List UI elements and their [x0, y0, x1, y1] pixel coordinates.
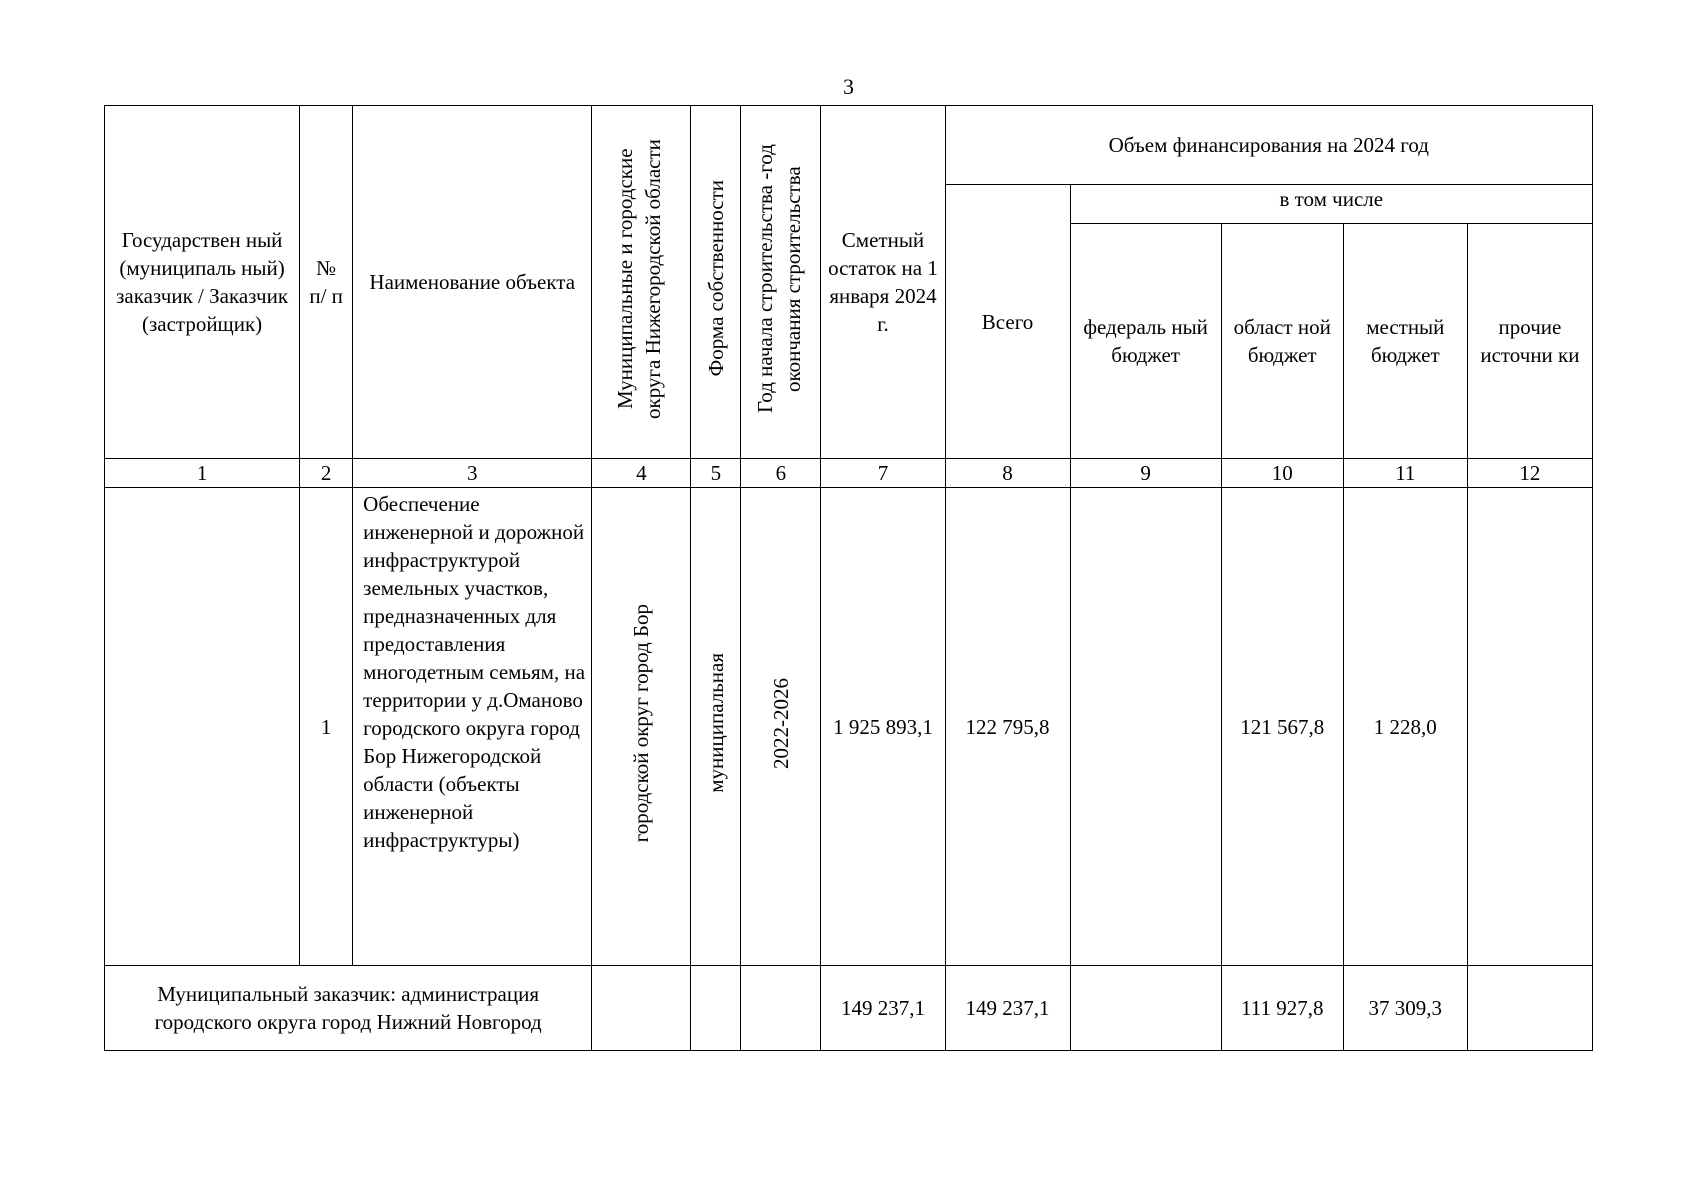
column-number: 12: [1467, 459, 1592, 488]
summary-row: [105, 966, 1593, 1051]
header-local: местный бюджет: [1343, 224, 1467, 459]
header-including: в том числе: [1070, 185, 1592, 224]
row-ownership-text: муниципальная: [703, 653, 728, 793]
header-ownership-text: Форма собственности: [703, 180, 728, 377]
row-number: 1: [300, 488, 353, 966]
row-federal: [1070, 488, 1221, 966]
summary-estimate: 149 237,1: [821, 966, 945, 1051]
header-estimate: Сметный остаток на 1 января 2024 г.: [821, 106, 945, 459]
column-number: 1: [105, 459, 300, 488]
summary-ownership: [691, 966, 741, 1051]
column-number: 8: [945, 459, 1070, 488]
header-financing: Объем финансирования на 2024 год: [945, 106, 1592, 185]
column-number: 10: [1221, 459, 1343, 488]
row-local: 1 228,0: [1343, 488, 1467, 966]
summary-local: 37 309,3: [1343, 966, 1467, 1051]
column-number: 9: [1070, 459, 1221, 488]
column-number: 6: [741, 459, 821, 488]
table-row: [105, 488, 1593, 966]
row-object-name: Обеспечение инженерной и дорожной инфраструктурой земельных участков, предназначенных для предоставления многодетным семьям, на территории у д.Оманово городского округа город Бор Нижегородской области (объекты инженерной инфраструктуры): [353, 488, 592, 966]
row-total: 122 795,8: [945, 488, 1070, 966]
header-municipality-text: Муниципальные и городские округа Нижегородской области: [613, 138, 666, 419]
header-row-1: [105, 106, 1593, 185]
row-customer: [105, 488, 300, 966]
summary-regional: 111 927,8: [1221, 966, 1343, 1051]
row-municipality-text: городской округ город Бор: [629, 603, 654, 843]
summary-other: [1467, 966, 1592, 1051]
row-years: [741, 488, 821, 966]
header-number: № п/ п: [300, 106, 353, 459]
header-ownership: [691, 106, 741, 459]
header-years-text: Год начала строительства -год окончания строительства: [752, 144, 805, 413]
summary-total: 149 237,1: [945, 966, 1070, 1051]
row-regional: 121 567,8: [1221, 488, 1343, 966]
row-estimate: 1 925 893,1: [821, 488, 945, 966]
header-customer: Государствен ный (муниципаль ный) заказчик / Заказчик (застройщик): [105, 106, 300, 459]
header-municipality: [592, 106, 691, 459]
column-number: 3: [353, 459, 592, 488]
header-object-name: Наименование объекта: [353, 106, 592, 459]
page-number: 3: [843, 74, 854, 99]
row-other: [1467, 488, 1592, 966]
financing-table: [104, 105, 1593, 1051]
header-regional: област ной бюджет: [1221, 224, 1343, 459]
column-number: 2: [300, 459, 353, 488]
column-number: 11: [1343, 459, 1467, 488]
row-years-text: 2022-2026: [768, 677, 793, 769]
summary-municipality: [592, 966, 691, 1051]
header-other: прочие источни ки: [1467, 224, 1592, 459]
column-number-row: [105, 459, 1593, 488]
column-number: 4: [592, 459, 691, 488]
column-number: 5: [691, 459, 741, 488]
row-ownership: [691, 488, 741, 966]
header-federal: федераль ный бюджет: [1070, 224, 1221, 459]
summary-years: [741, 966, 821, 1051]
header-total: Всего: [945, 185, 1070, 459]
summary-federal: [1070, 966, 1221, 1051]
column-number: 7: [821, 459, 945, 488]
summary-label: Муниципальный заказчик: администрация городского округа город Нижний Новгород: [105, 966, 592, 1051]
header-years: [741, 106, 821, 459]
row-municipality: [592, 488, 691, 966]
